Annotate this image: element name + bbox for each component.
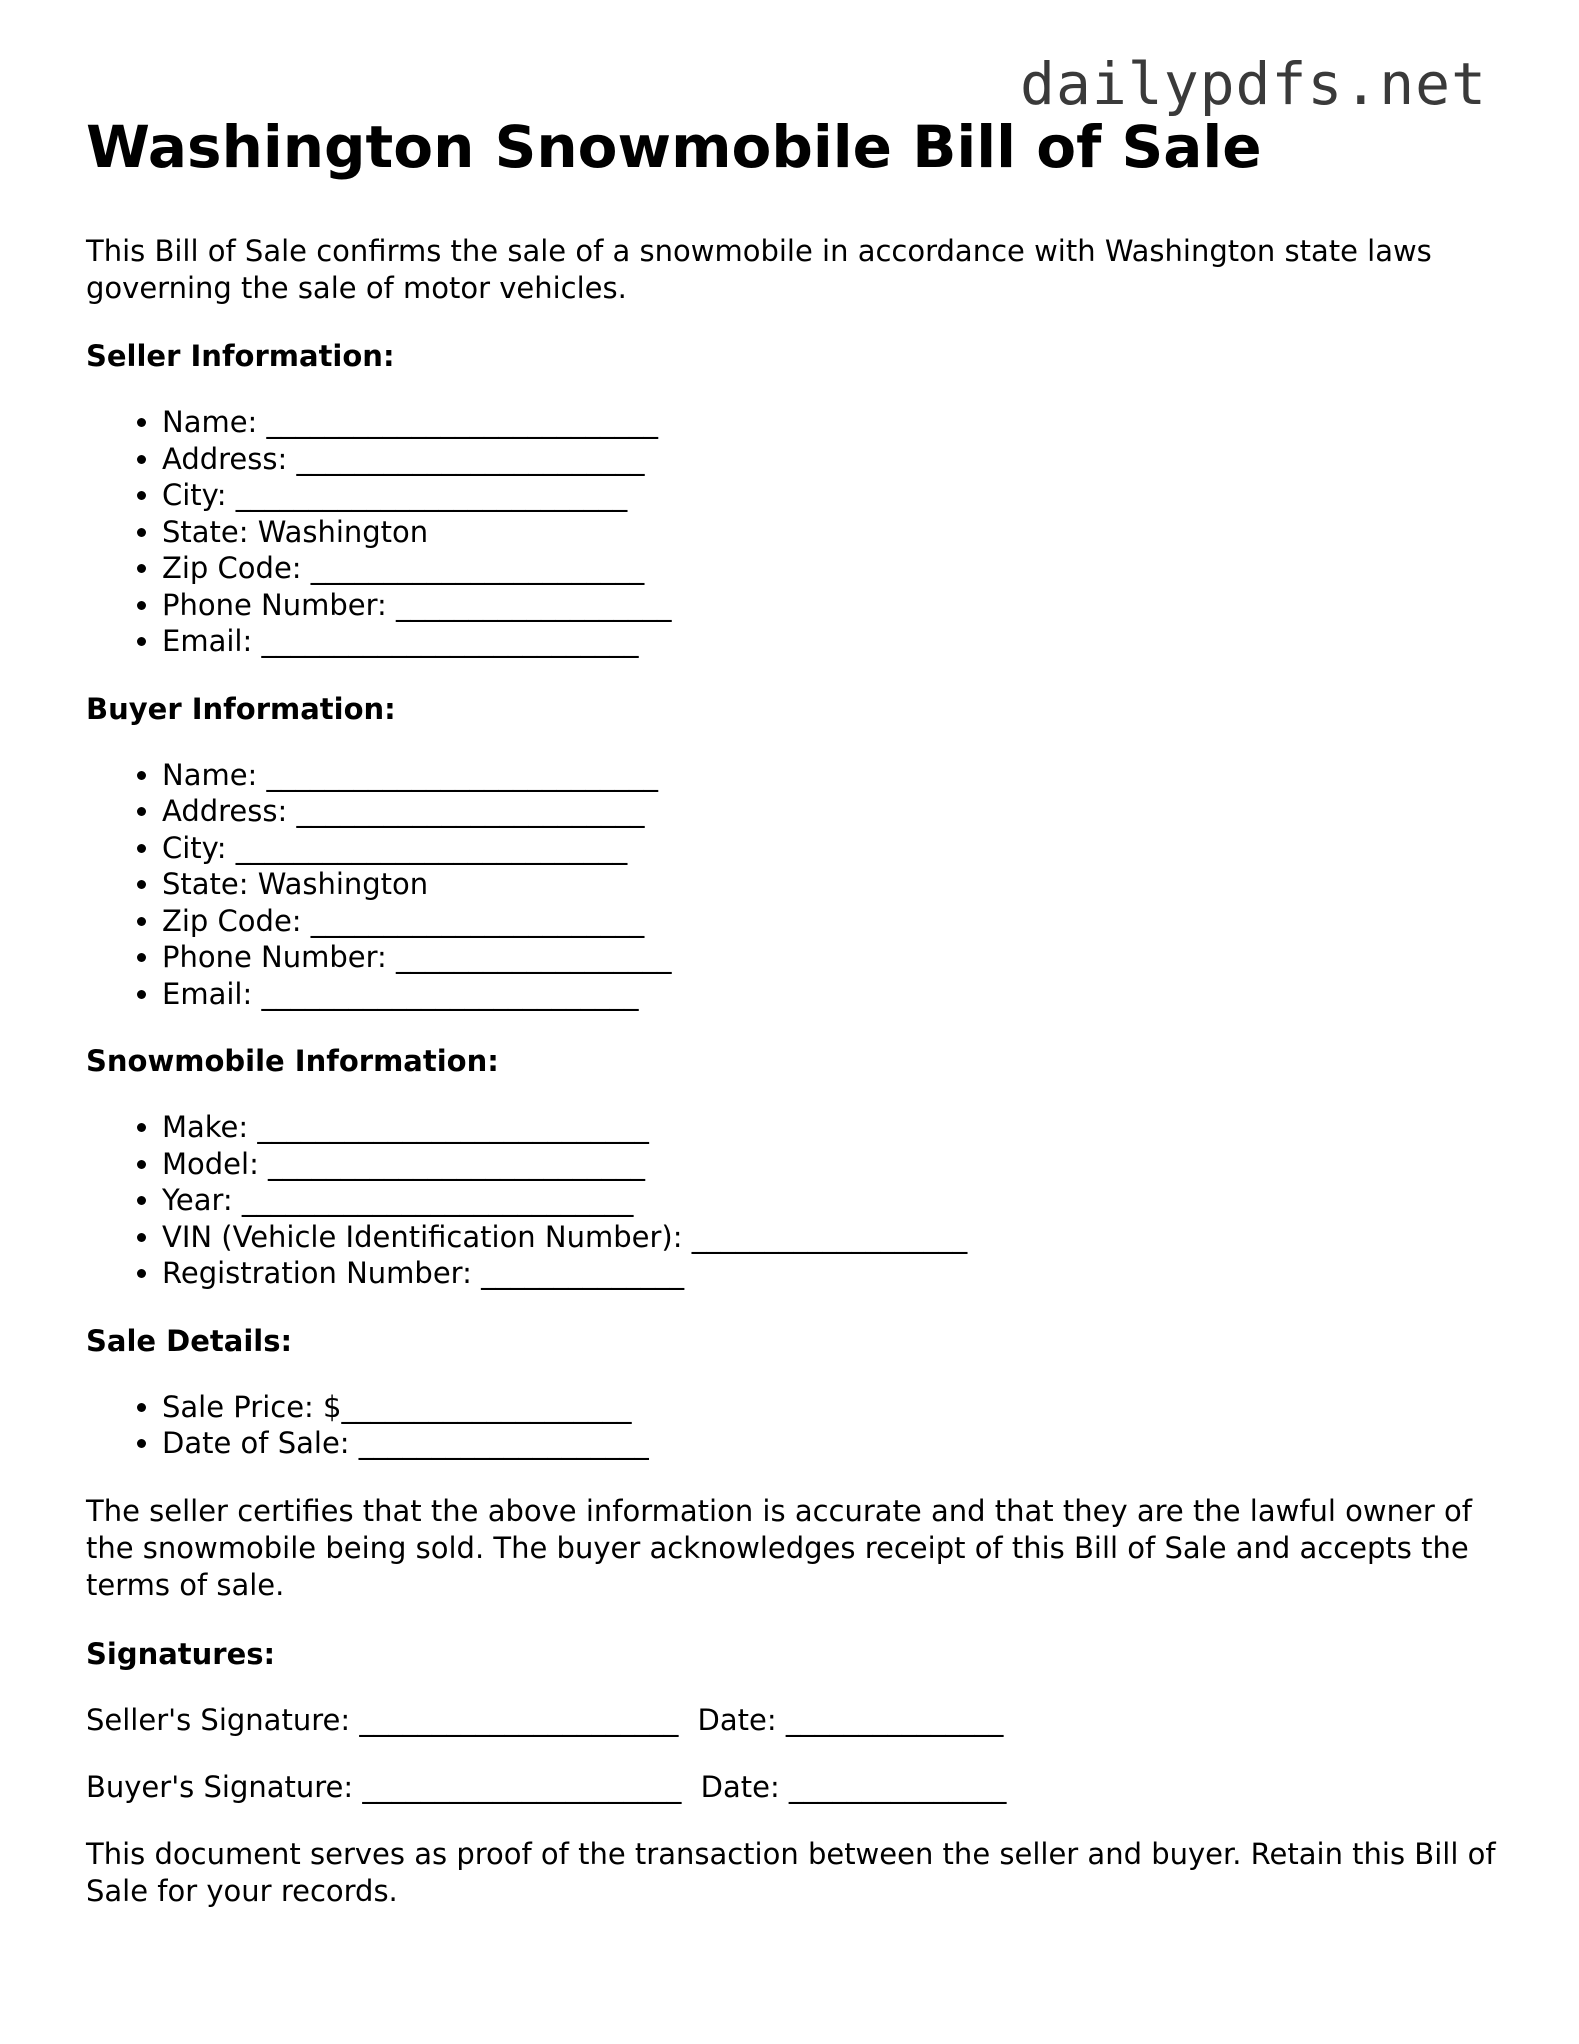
signatures-section-heading: Signatures:	[86, 1636, 276, 1671]
snowmobile-registration-field: • Registration Number: ______________	[162, 1255, 1496, 1292]
seller-phone-field: • Phone Number: ___________________	[162, 587, 1496, 624]
seller-state-field: • State: Washington	[162, 514, 1496, 551]
buyer-section-heading: Buyer Information:	[86, 691, 396, 726]
seller-name-field: • Name: ___________________________	[162, 404, 1496, 441]
buyer-email-field: • Email: __________________________	[162, 976, 1496, 1013]
seller-address-field: • Address: ________________________	[162, 441, 1496, 478]
buyer-city-field: • City: ___________________________	[162, 830, 1496, 867]
certification-paragraph: The seller certifies that the above information is accurate and that they are the lawful owner of the snowmobile being sold. The buyer acknowledges receipt of this Bill of Sale and accepts the terms of sale.	[86, 1493, 1472, 1602]
seller-city-field: • City: ___________________________	[162, 477, 1496, 514]
seller-email-field: • Email: __________________________	[162, 623, 1496, 660]
buyer-phone-field: • Phone Number: ___________________	[162, 939, 1496, 976]
seller-signature-line	[86, 1702, 1496, 1738]
buyer-signature-field: Buyer's Signature: ______________________	[86, 1769, 682, 1804]
sale-details-list	[86, 1389, 1496, 1462]
seller-section-heading: Seller Information:	[86, 339, 395, 373]
buyer-state-field: • State: Washington	[162, 866, 1496, 903]
seller-signature-field: Seller's Signature: ______________________	[86, 1702, 679, 1737]
snowmobile-model-field: • Model: __________________________	[162, 1146, 1496, 1183]
seller-zip-field: • Zip Code: _______________________	[162, 550, 1496, 587]
buyer-date-field: Date: _______________	[700, 1769, 1007, 1804]
snowmobile-make-field: • Make: ___________________________	[162, 1109, 1496, 1146]
snowmobile-vin-field: • VIN (Vehicle Identification Number): ___________________	[162, 1219, 1496, 1256]
buyer-info-list	[86, 757, 1496, 1013]
buyer-zip-field: • Zip Code: _______________________	[162, 903, 1496, 940]
document-page	[86, 105, 1496, 1910]
page-title: Washington Snowmobile Bill of Sale	[86, 113, 1262, 181]
snowmobile-year-field: • Year: ___________________________	[162, 1182, 1496, 1219]
intro-paragraph: This Bill of Sale confirms the sale of a snowmobile in accordance with Washington state laws governing the sale of motor vehicles.	[86, 234, 1432, 305]
seller-date-field: Date: _______________	[697, 1702, 1004, 1737]
sale-date-field: • Date of Sale: ____________________	[162, 1425, 1496, 1462]
buyer-address-field: • Address: ________________________	[162, 793, 1496, 830]
snowmobile-info-list	[86, 1109, 1496, 1292]
buyer-name-field: • Name: ___________________________	[162, 757, 1496, 794]
sale-price-field: • Sale Price: $____________________	[162, 1389, 1496, 1426]
watermark-logo: dailypdfs.net	[1020, 50, 1487, 118]
closing-paragraph: This document serves as proof of the transaction between the seller and buyer. Retain this Bill of Sale for your records.	[86, 1836, 1496, 1908]
sale-section-heading: Sale Details:	[86, 1323, 293, 1358]
buyer-signature-line	[86, 1769, 1496, 1805]
snowmobile-section-heading: Snowmobile Information:	[86, 1044, 499, 1078]
seller-info-list	[86, 404, 1496, 660]
